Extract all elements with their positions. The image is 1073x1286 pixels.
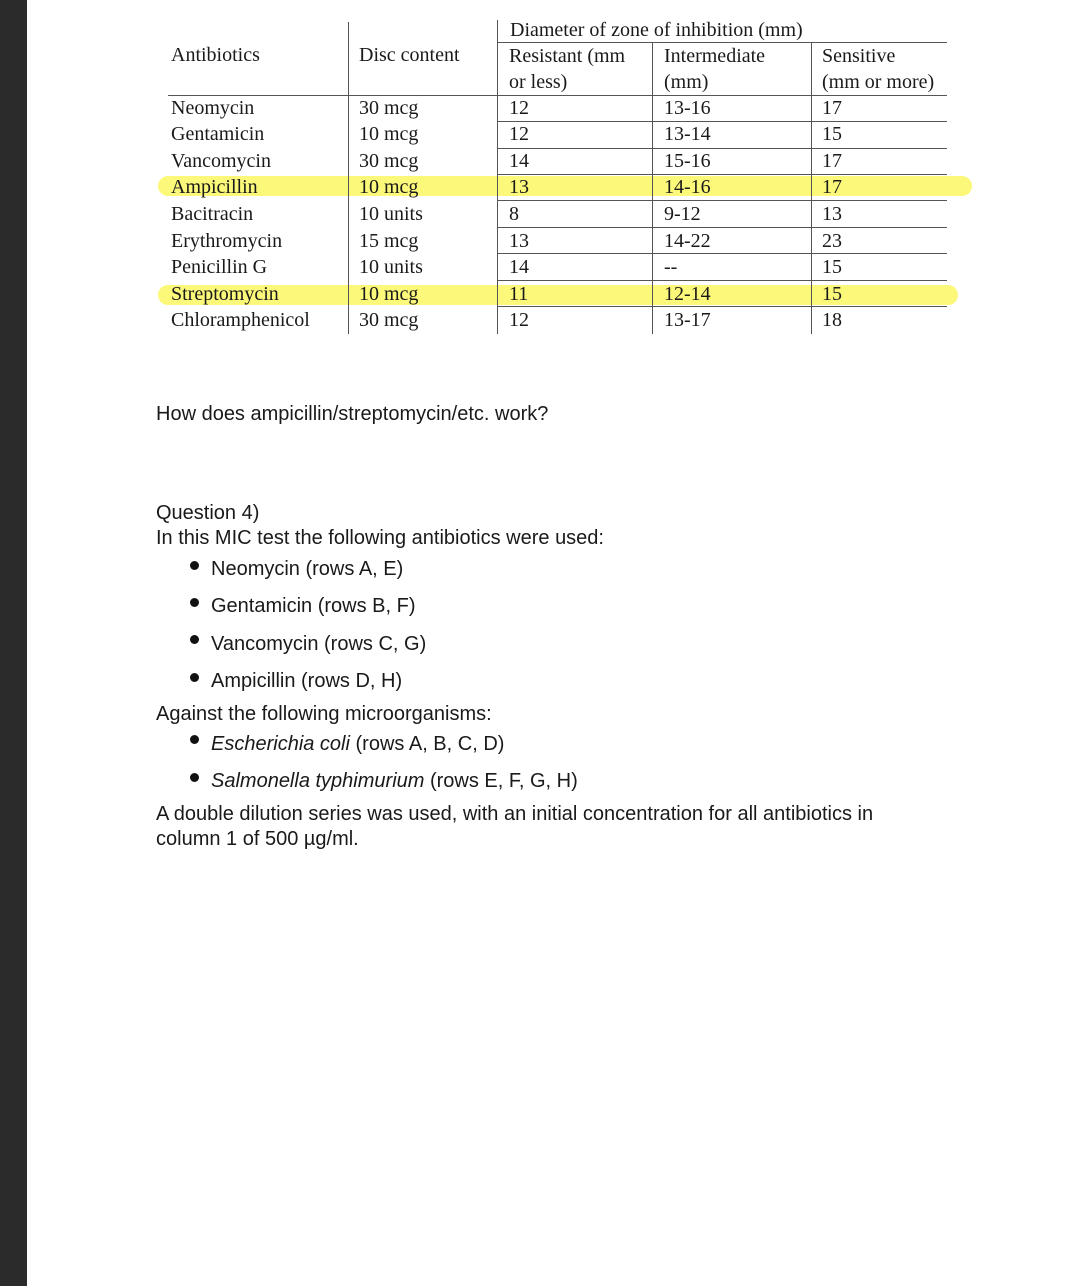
cell-antibiotic: Penicillin G xyxy=(171,256,268,278)
cell-sensitive: 23 xyxy=(822,230,842,252)
header-resistant: Resistant (mm xyxy=(509,45,626,67)
dilution-text-line1: A double dilution series was used, with an initial concentration for all antibiotics in xyxy=(156,803,874,825)
cell-disc: 10 units xyxy=(359,256,423,278)
bullet-icon xyxy=(190,773,199,782)
cell-resistant: 13 xyxy=(509,176,529,198)
cell-resistant: 14 xyxy=(509,256,529,278)
cell-disc: 30 mcg xyxy=(359,150,419,172)
dilution-text-line2: column 1 of 500 µg/ml. xyxy=(156,828,359,850)
cell-intermediate: 14-16 xyxy=(664,176,711,198)
cell-disc: 10 mcg xyxy=(359,283,419,305)
cell-intermediate: 9-12 xyxy=(664,203,701,225)
question4-intro: In this MIC test the following antibiotics were used: xyxy=(156,527,604,549)
cell-antibiotic: Neomycin xyxy=(171,97,255,119)
list-item-antibiotic: Neomycin (rows A, E) xyxy=(211,558,404,580)
inhibition-zone-table xyxy=(0,0,1073,340)
cell-antibiotic: Chloramphenicol xyxy=(171,309,310,331)
bullet-icon xyxy=(190,561,199,570)
organism-name: Escherichia coli xyxy=(211,733,350,755)
cell-intermediate: 15-16 xyxy=(664,150,711,172)
cell-disc: 10 mcg xyxy=(359,123,419,145)
list-item-antibiotic: Vancomycin (rows C, G) xyxy=(211,633,427,655)
bullet-icon xyxy=(190,735,199,744)
cell-intermediate: -- xyxy=(664,256,678,278)
header-intermediate-2: (mm) xyxy=(664,71,709,93)
bullet-icon xyxy=(190,598,199,607)
cell-resistant: 12 xyxy=(509,123,529,145)
cell-intermediate: 12-14 xyxy=(664,283,711,305)
cell-intermediate: 14-22 xyxy=(664,230,711,252)
header-resistant-2: or less) xyxy=(509,71,568,93)
cell-disc: 10 units xyxy=(359,203,423,225)
cell-sensitive: 17 xyxy=(822,176,842,198)
cell-intermediate: 13-14 xyxy=(664,123,711,145)
cell-resistant: 14 xyxy=(509,150,529,172)
header-antibiotics: Antibiotics xyxy=(171,44,260,66)
header-sensitive: Sensitive xyxy=(822,45,896,67)
list-item-organism xyxy=(211,768,578,794)
cell-sensitive: 15 xyxy=(822,123,842,145)
question4-title: Question 4) xyxy=(156,502,260,524)
cell-intermediate: 13-17 xyxy=(664,309,711,331)
cell-disc: 30 mcg xyxy=(359,309,419,331)
cell-sensitive: 18 xyxy=(822,309,842,331)
cell-antibiotic: Erythromycin xyxy=(171,230,283,252)
cell-disc: 10 mcg xyxy=(359,176,419,198)
cell-antibiotic: Vancomycin xyxy=(171,150,271,172)
cell-sensitive: 15 xyxy=(822,256,842,278)
zone-group-header: Diameter of zone of inhibition (mm) xyxy=(510,19,803,41)
mechanism-question: How does ampicillin/streptomycin/etc. work? xyxy=(156,403,549,425)
list-item-organism xyxy=(211,731,504,757)
bullet-icon xyxy=(190,635,199,644)
cell-resistant: 13 xyxy=(509,230,529,252)
highlight-ampicillin-row xyxy=(158,176,972,196)
cell-disc: 30 mcg xyxy=(359,97,419,119)
cell-sensitive: 15 xyxy=(822,283,842,305)
cell-resistant: 12 xyxy=(509,309,529,331)
organism-rows: (rows E, F, G, H) xyxy=(424,770,578,792)
organisms-intro: Against the following microorganisms: xyxy=(156,703,492,725)
header-sensitive-2: (mm or more) xyxy=(822,71,935,93)
cell-resistant: 12 xyxy=(509,97,529,119)
organism-rows: (rows A, B, C, D) xyxy=(349,733,505,755)
cell-resistant: 11 xyxy=(509,283,529,305)
cell-antibiotic: Ampicillin xyxy=(171,176,258,198)
cell-antibiotic: Streptomycin xyxy=(171,283,279,305)
cell-intermediate: 13-16 xyxy=(664,97,711,119)
header-intermediate: Intermediate xyxy=(664,45,766,67)
cell-sensitive: 13 xyxy=(822,203,842,225)
bullet-icon xyxy=(190,673,199,682)
list-item-antibiotic: Gentamicin (rows B, F) xyxy=(211,595,416,617)
cell-resistant: 8 xyxy=(509,203,519,225)
cell-antibiotic: Bacitracin xyxy=(171,203,254,225)
cell-sensitive: 17 xyxy=(822,150,842,172)
cell-disc: 15 mcg xyxy=(359,230,419,252)
list-item-antibiotic: Ampicillin (rows D, H) xyxy=(211,670,403,692)
cell-sensitive: 17 xyxy=(822,97,842,119)
cell-antibiotic: Gentamicin xyxy=(171,123,265,145)
header-disc-content: Disc content xyxy=(359,44,460,66)
organism-name: Salmonella typhimurium xyxy=(211,770,425,792)
